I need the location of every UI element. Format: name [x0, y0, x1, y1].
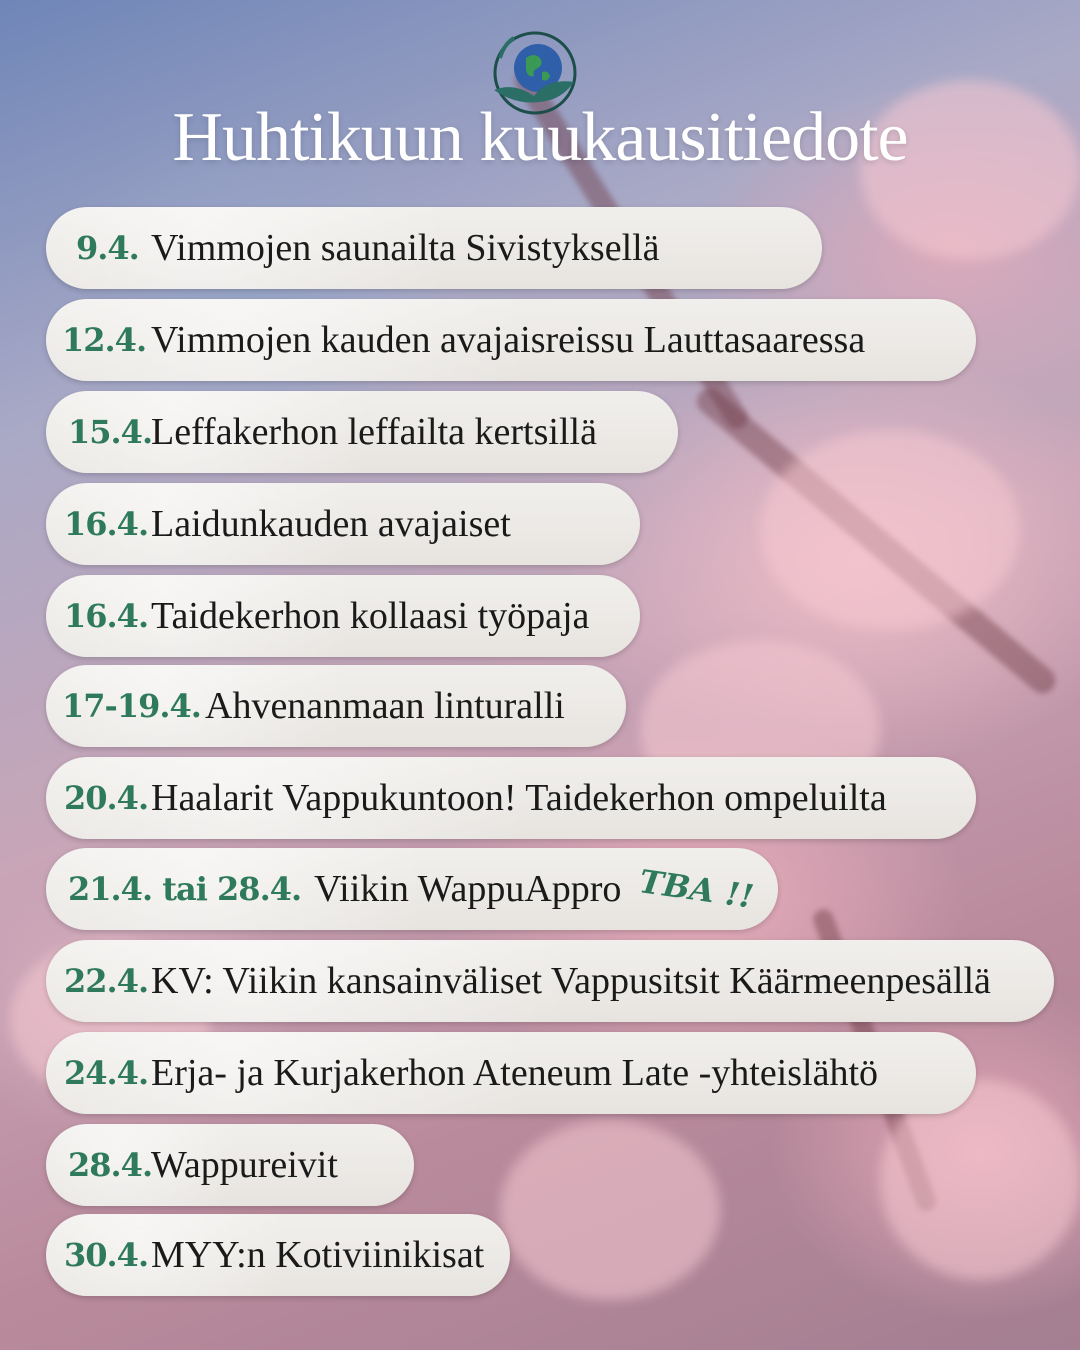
- event-date: 28.4.: [68, 1146, 153, 1184]
- event-title: KV: Viikin kansainväliset Vappusitsit Käärmeenpesällä: [151, 960, 991, 1002]
- event-title: Vimmojen saunailta Sivistyksellä: [151, 227, 660, 269]
- event-title: Laidunkauden avajaiset: [151, 503, 511, 545]
- event-item: [46, 207, 822, 289]
- event-item: [46, 1124, 414, 1206]
- blossom-decoration: [500, 1120, 720, 1300]
- event-title: MYY:n Kotiviinikisat: [151, 1234, 485, 1276]
- event-date: 12.4.: [62, 321, 147, 359]
- event-title: Leffakerhon leffailta kertsillä: [151, 411, 597, 453]
- event-item: [46, 757, 976, 839]
- event-item: [46, 848, 778, 930]
- event-item: [46, 1214, 510, 1296]
- event-date: 16.4.: [64, 505, 149, 543]
- event-date: 30.4.: [64, 1236, 149, 1274]
- event-date: 17-19.4.: [62, 687, 201, 725]
- tba-note: TBA !!: [637, 862, 757, 916]
- event-title: Taidekerhon kollaasi työpaja: [151, 595, 590, 637]
- event-date: 16.4.: [64, 597, 149, 635]
- event-date: 9.4.: [76, 229, 139, 267]
- page-title: Huhtikuun kuukausitiedote: [172, 99, 908, 176]
- event-title: Haalarit Vappukuntoon! Taidekerhon ompeluilta: [151, 777, 887, 819]
- event-item: [46, 391, 678, 473]
- event-item: [46, 483, 640, 565]
- event-item: [46, 299, 976, 381]
- event-title: Ahvenanmaan linturalli: [205, 685, 565, 727]
- event-title: Viikin WappuAppro: [314, 868, 622, 910]
- event-item: [46, 575, 640, 657]
- event-date: 20.4.: [64, 779, 149, 817]
- event-item: [46, 665, 626, 747]
- event-date: 24.4.: [64, 1054, 149, 1092]
- event-title: Erja- ja Kurjakerhon Ateneum Late -yhteislähtö: [151, 1052, 879, 1094]
- event-date: 15.4.: [68, 413, 153, 451]
- event-date: 22.4.: [64, 962, 149, 1000]
- event-item: [46, 1032, 976, 1114]
- event-title: Wappureivit: [151, 1144, 338, 1186]
- blossom-decoration: [760, 430, 1020, 630]
- event-item: [46, 940, 1054, 1022]
- event-date: 21.4. tai 28.4.: [68, 870, 302, 908]
- event-title: Vimmojen kauden avajaisreissu Lauttasaaressa: [151, 319, 866, 361]
